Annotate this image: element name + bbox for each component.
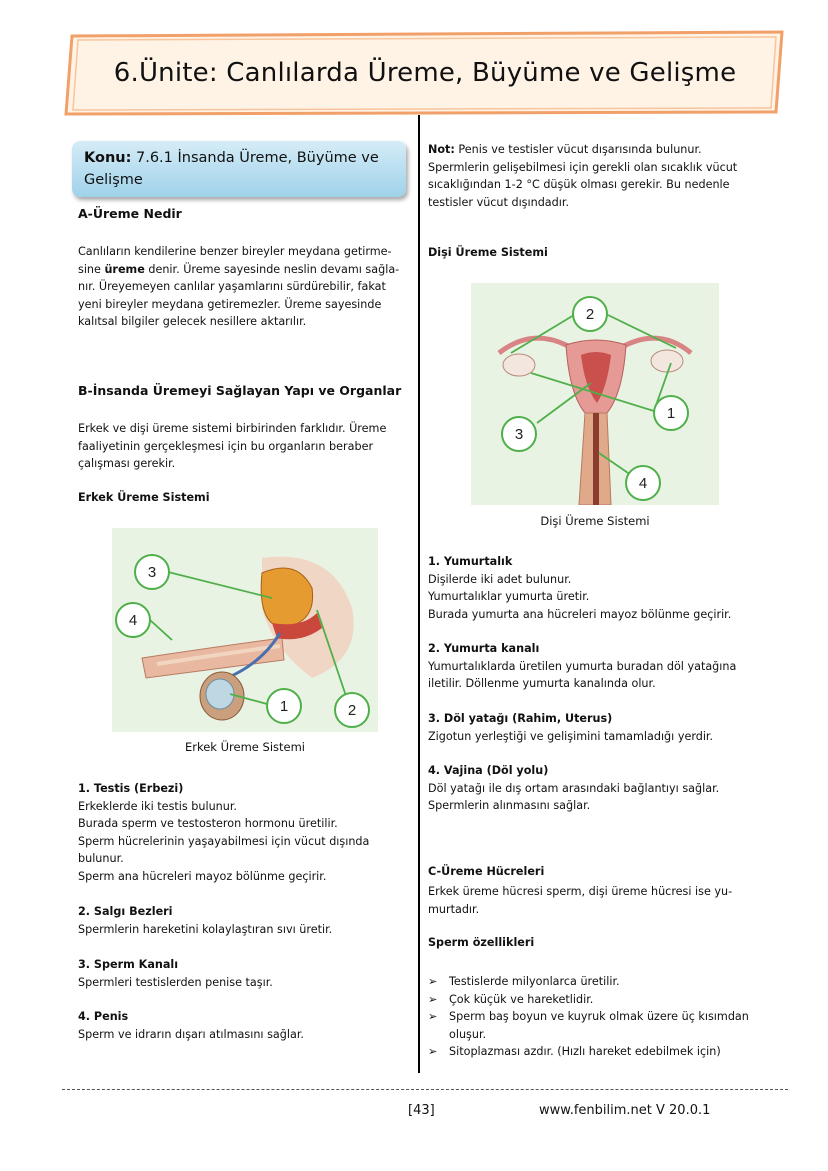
sperm-feature-item [428,991,763,1009]
female-organ-2-title: 2. Yumurta kanalı [428,642,540,655]
female-label-1: 1 [666,405,676,422]
female-organ-1-title: 1. Yumurtalık [428,555,513,568]
female-label-3: 3 [514,426,524,443]
female-label-2: 2 [585,306,595,323]
female-organ-2-line-1: Yumurtalıklarda üretilen yumurta buradan döl yatağına iletilir. Döllenme yumurta kanalında olur. [428,659,737,691]
sperm-features-list [428,973,763,1061]
note-paragraph [428,141,758,211]
bullet-arrow-icon: ➢ [428,992,438,1006]
page-title: 6.Ünite: Canlılarda Üreme, Büyüme ve Gelişme [113,58,737,88]
footer-divider [62,1089,788,1090]
sperm-feature-text: Testislerde milyonlarca üretilir. [449,975,620,988]
footer-site: www.fenbilim.net V 20.0.1 [539,1103,711,1118]
section-a-paragraph [78,243,408,331]
sperm-feature-item [428,973,763,991]
female-organ-3-title: 3. Döl yatağı (Rahim, Uterus) [428,712,613,725]
male-organ-4-title: 4. Penis [78,1010,129,1023]
section-b-paragraph: Erkek ve dişi üreme sistemi birbirinden farklıdır. Üreme faaliyetinin gerçekleşmesi için bu organların beraber çalışması gerekir. [78,422,387,471]
male-label-4: 4 [128,612,138,629]
male-organ-3-line-1: Spermleri testislerden penise taşır. [78,975,273,989]
female-label-4: 4 [638,475,648,492]
female-organ-4-line-1: Döl yatağı ile dış ortam arasındaki bağlantıyı sağlar. [428,781,720,795]
female-system-heading: Dişi Üreme Sistemi [428,246,548,259]
male-organ-1-line-1: Erkeklerde iki testis bulunur. [78,799,237,813]
female-organ-2 [428,640,758,693]
vagina-canal [593,413,599,505]
male-organ-1 [78,780,408,886]
female-organ-1 [428,553,788,623]
bullet-arrow-icon: ➢ [428,1045,438,1059]
male-organ-2-line-1: Spermlerin hareketini kolaylaştıran sıvı üretir. [78,922,333,936]
female-organ-4 [428,762,788,815]
female-organ-4-line-2: Spermlerin alınmasını sağlar. [428,799,591,813]
title-banner [64,30,786,116]
male-label-1: 1 [279,698,289,715]
male-reproductive-figure [112,528,378,732]
sperm-feature-text: Sperm baş boyun ve kuyruk olmak üzere üç kısımdan oluşur. [449,1010,749,1041]
female-organ-1-line-1: Dişilerde iki adet bulunur. [428,572,572,586]
female-organ-1-line-2: Yumurtalıklar yumurta üretir. [428,590,590,604]
male-figure-caption: Erkek Üreme Sistemi [184,740,305,754]
page-number: [43] [408,1103,435,1118]
female-organ-4-title: 4. Vajina (Döl yolu) [428,764,549,777]
sperm-feature-text: Çok küçük ve hareketlidir. [449,992,594,1006]
male-organ-1-line-4: Sperm ana hücreleri mayoz bölünme geçirir. [78,869,327,883]
male-organ-3 [78,956,408,991]
male-system-heading: Erkek Üreme Sistemi [78,491,210,504]
male-organ-1-title: 1. Testis (Erbezi) [78,782,184,795]
testis-shape [206,679,234,709]
male-organ-2 [78,903,408,938]
bullet-arrow-icon: ➢ [428,1010,438,1024]
sperm-feature-text: Sitoplazması azdır. (Hızlı hareket edebilmek için) [449,1045,721,1059]
section-b-title: B-İnsanda Üremeyi Sağlayan Yapı ve Organlar [78,383,402,398]
male-organ-4-line-1: Sperm ve idrarın dışarı atılmasını sağlar. [78,1027,304,1041]
section-c-title: C-Üreme Hücreleri [428,865,545,878]
male-organ-1-line-3: Sperm hücrelerinin yaşayabilmesi için vücut dışında bulunur. [78,834,370,866]
section-a-text-1: Canlıların kendilerine benzer bireyler meydana getirme-sine [78,245,392,276]
male-organ-2-title: 2. Salgı Bezleri [78,905,173,918]
female-organ-3-line-1: Zigotun yerleştiği ve gelişimini tamamladığı yerdir. [428,729,714,743]
left-ovary [503,354,535,376]
female-organ-1-line-3: Burada yumurta ana hücreleri mayoz bölünme geçirir. [428,607,732,621]
female-reproductive-figure [471,283,719,505]
note-label: Not: [428,143,455,156]
male-organ-3-title: 3. Sperm Kanalı [78,958,179,971]
male-label-2: 2 [347,702,357,719]
male-organ-4 [78,1008,408,1043]
right-ovary [651,350,683,372]
section-a-bold-term: üreme [104,262,145,276]
female-organ-3 [428,710,788,745]
topic-text: 7.6.1 İnsanda Üreme, Büyüme ve Gelişme [84,150,379,188]
column-divider [418,115,420,1073]
sperm-feature-item [428,1043,763,1061]
topic-box [72,141,406,197]
section-c-paragraph: Erkek üreme hücresi sperm, dişi üreme hücresi ise yu-murtadır. [428,885,733,916]
male-organ-1-line-2: Burada sperm ve testosteron hormonu üretilir. [78,817,338,831]
section-a-text-2: denir. Üreme sayesinde neslin devamı sağla-nır. Üreyemeyen canlılar yaşamlarını sürdürebilir, fakat yeni bireyler meydana getiremezler. Üreme sayesinde kalıtsal bilgiler gelecek nesillere aktarılır. [78,262,400,329]
sperm-features-heading: Sperm özellikleri [428,936,535,949]
female-figure-caption: Dişi Üreme Sistemi [540,514,650,528]
note-text: Penis ve testisler vücut dışarısında bulunur. Spermlerin gelişebilmesi için gerekli olan sıcaklık vücut sıcaklığından 1-2 °C düşük olması gerekir. Bu nedenle testisler vücut dışındadır. [428,143,738,209]
section-a-title: A-Üreme Nedir [78,206,182,221]
topic-label: Konu: [84,150,132,166]
bullet-arrow-icon: ➢ [428,975,438,988]
sperm-feature-item [428,1008,763,1043]
male-label-3: 3 [147,564,157,581]
